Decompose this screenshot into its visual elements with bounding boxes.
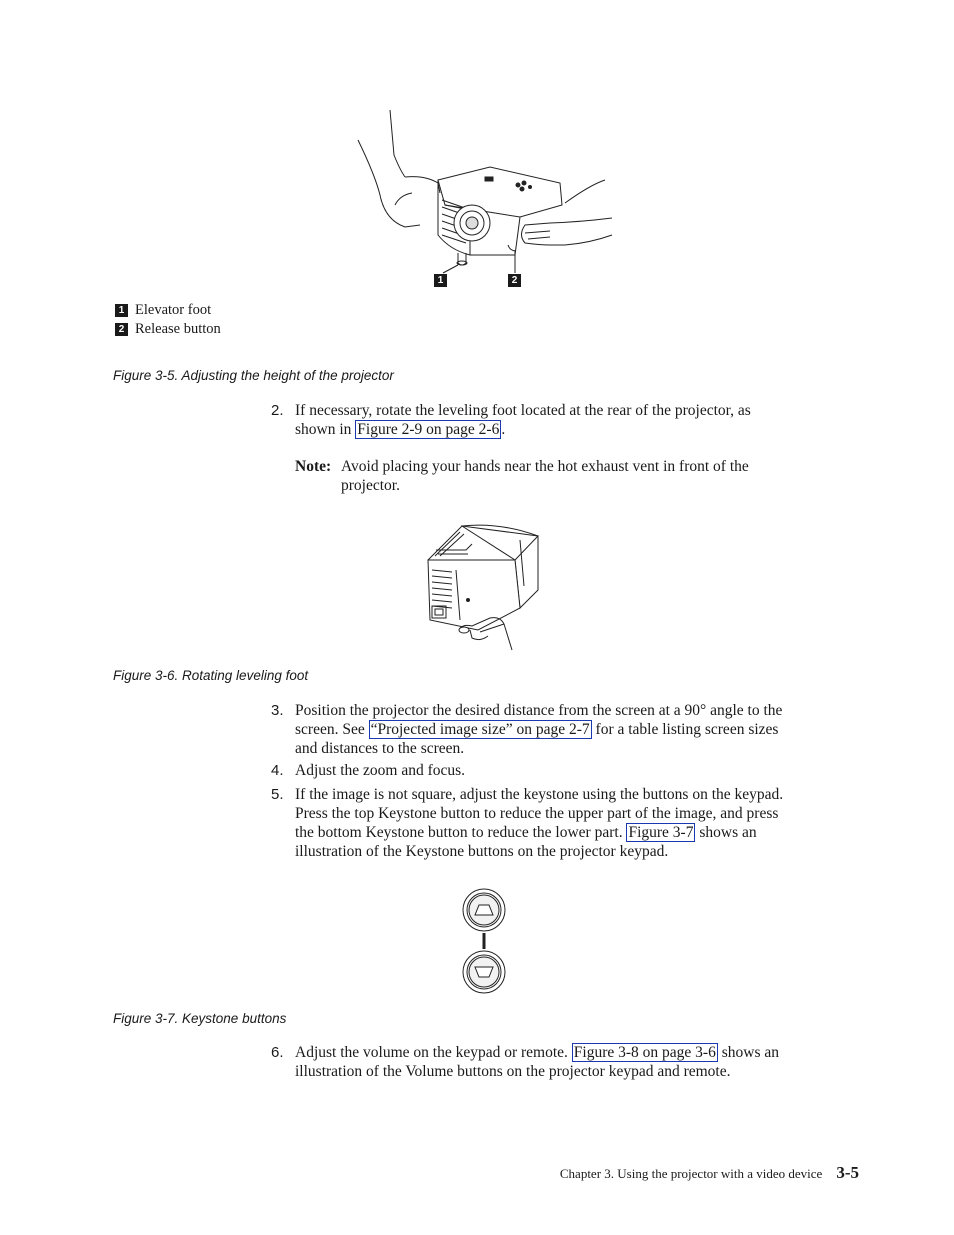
page-number: 3-5 [836,1163,859,1182]
note-line: projector. [341,477,400,494]
keystone-up-icon [463,889,505,931]
chapter-title: Chapter 3. Using the projector with a video device [559,1166,823,1181]
projected-image-size-link[interactable]: “Projected image size” on page 2-7 [370,721,590,738]
note-label: Note: [295,458,332,475]
step-line-text: shown in [295,421,352,438]
projector-height-illustration [350,105,620,295]
keystone-buttons-illustration [458,885,510,997]
page-footer [560,1163,859,1183]
step-line: and distances to the screen. [295,740,465,757]
figure-3-7-link[interactable]: Figure 3-7 [628,824,694,841]
step-text [295,785,865,861]
callout-elevator-foot: 1 [434,274,447,287]
step-number: 5. [271,786,284,803]
step-line-text: screen. See [295,721,365,738]
step-number: 6. [271,1044,284,1061]
step-line [295,1043,860,1062]
step-line: If the image is not square, adjust the keystone using the buttons on the keypad. [295,786,784,803]
figure-caption: Figure 3-5. Adjusting the height of the projector [113,368,394,383]
step-number: 4. [271,762,284,779]
figure-3-8-link[interactable]: Figure 3-8 on page 3-6 [573,1044,716,1061]
step-text: Adjust the zoom and focus. [295,762,466,779]
step-line: illustration of the Volume buttons on the projector keypad and remote. [295,1063,731,1080]
step-line-text: Adjust the volume on the keypad or remote. [295,1044,568,1061]
legend-row [115,320,221,339]
step-line-text: shows an [721,1044,779,1061]
figure-caption: Figure 3-6. Rotating leveling foot [113,668,309,683]
figure-caption: Figure 3-7. Keystone buttons [113,1011,287,1026]
step-text [295,701,860,758]
legend-row [115,301,221,320]
step-line: Press the top Keystone button to reduce the upper part of the image, and press [295,805,779,822]
legend-number: 1 [115,304,128,317]
legend-number: 2 [115,323,128,336]
step-number: 2. [271,402,284,419]
figure-2-9-link[interactable]: Figure 2-9 on page 2-6 [357,421,500,438]
step-number: 3. [271,702,284,719]
figure-legend [115,301,221,339]
step-line [295,720,860,739]
step-text [295,401,855,439]
step-line: If necessary, rotate the leveling foot located at the rear of the projector, as [295,402,751,419]
step-line-text: . [501,421,506,438]
note-text [341,457,861,495]
step-line [295,823,865,842]
step-line: illustration of the Keystone buttons on the projector keypad. [295,843,669,860]
step-line [295,420,855,439]
step-line-text: the bottom Keystone button to reduce the lower part. [295,824,623,841]
callout-release-button: 2 [508,274,521,287]
keystone-down-icon [463,951,505,993]
step-line-text: shows an [699,824,757,841]
legend-label: Elevator foot [135,302,212,318]
step-line-text: for a table listing screen sizes [595,721,779,738]
note-line: Avoid placing your hands near the hot exhaust vent in front of the [341,458,749,475]
legend-label: Release button [135,321,221,337]
step-line: Position the projector the desired distance from the screen at a 90° angle to the [295,702,783,719]
leveling-foot-illustration [420,520,545,658]
step-text [295,1043,860,1081]
